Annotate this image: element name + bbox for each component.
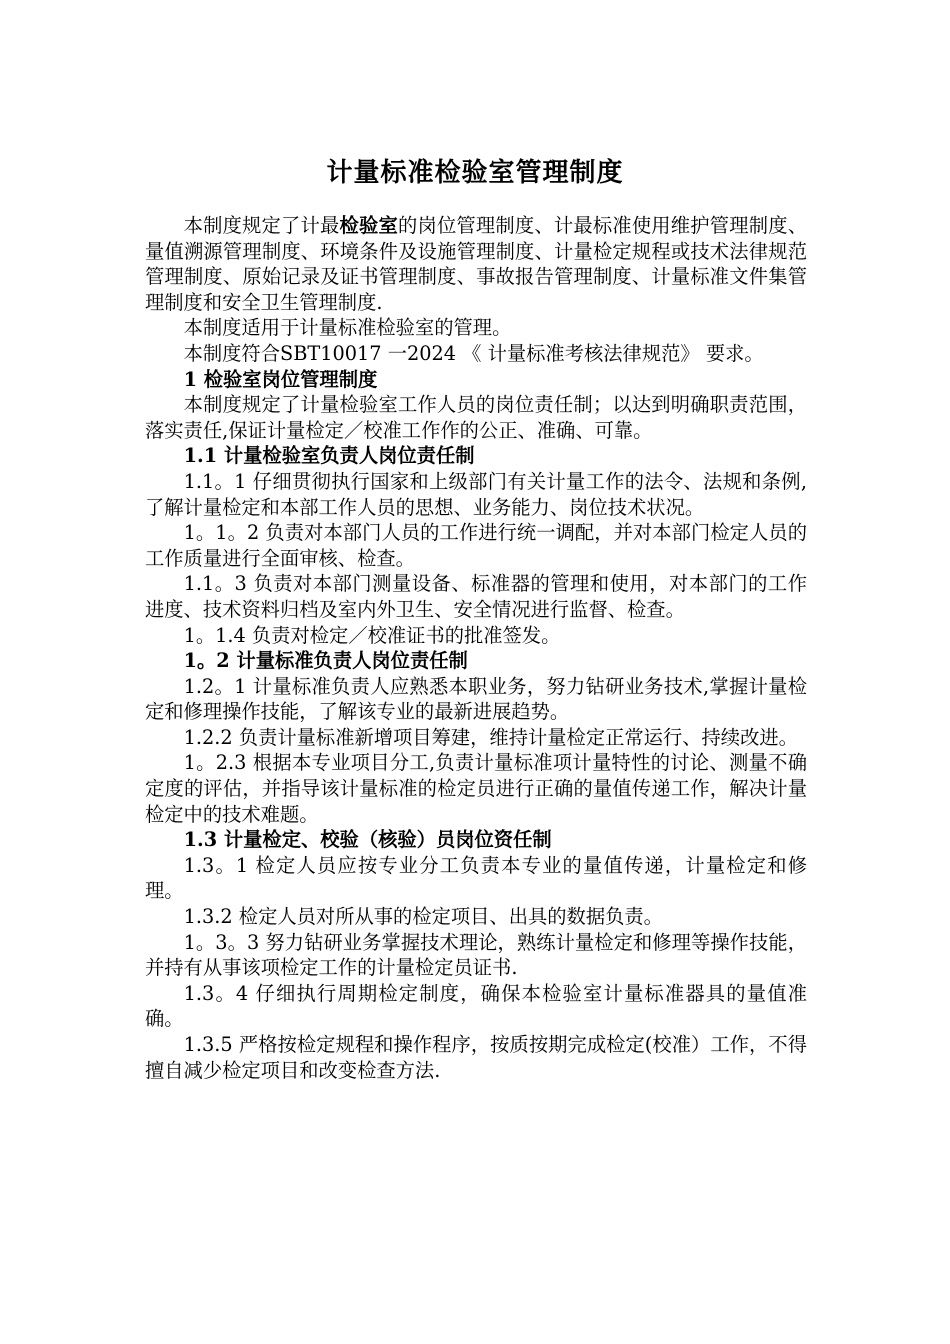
body-paragraph: 1。1。2 负责对本部门人员的工作进行统一调配，并对本部门检定人员的工作质量进行全面审核、检查。 <box>145 521 807 570</box>
intro-part2: 的岗位管理制度、计最标准使用维护管理制度、量值溯源管理制度、环境条件及设施管理制度、计量检定规程或技术法律规范管理制度、原始记录及证书管理制度、事故报告管理制度、计量标准文件集管理制度和安全卫生管理制度. <box>145 214 808 314</box>
body-paragraph: 本制度适用于计量标准检验室的管理。 <box>183 316 512 340</box>
section-heading: 1 检验室岗位管理制度 <box>183 367 378 391</box>
body-paragraph: 1.3。1 检定人员应按专业分工负责本专业的量值传递，计量检定和修理。 <box>145 853 807 903</box>
intro-highlight: 检验室 <box>339 214 398 237</box>
section-heading: 1.1 计量检验室负责人岗位责任制 <box>183 444 475 468</box>
document-title: 计量标准检验室管理制度 <box>326 158 624 188</box>
body-paragraph: 1.1。3 负责对本部门测量设备、标准器的管理和使用，对本部门的工作进度、技术资料归档及室内外卫生、安全情况进行监督、检查。 <box>145 572 807 621</box>
body-paragraph: 1.3.2 检定人员对所从事的检定项目、出具的数据负责。 <box>183 905 663 929</box>
intro-paragraph <box>145 213 807 315</box>
body-paragraph: 本制度符合SBT10017 一2024 《 计量标准考核法律规范》 要求。 <box>183 341 764 365</box>
document-body <box>145 213 807 1083</box>
intro-part1: 本制度规定了计最 <box>183 214 340 237</box>
body-paragraph: 1.2。1 计量标准负责人应熟悉本职业务，努力钻研业务技术,掌握计量检定和修理操作技能，了解该专业的最新进展趋势。 <box>145 674 807 724</box>
body-paragraph: 1.2.2 负责计量标准新增项目筹建，维持计量检定正常运行、持续改进。 <box>183 725 798 749</box>
section-heading: 1。2 计量标准负责人岗位责任制 <box>183 649 468 673</box>
body-paragraph: 1.3。4 仔细执行周期检定制度，确保本检验室计量标准器具的量值准确。 <box>145 981 807 1031</box>
body-paragraph: 1。1.4 负责对检定／校准证书的批准签发。 <box>183 623 561 647</box>
body-paragraph: 1.3.5 严格按检定规程和操作程序，按质按期完成检定(校准）工作，不得擅自减少检定项目和改变检查方法. <box>145 1033 807 1082</box>
body-paragraph: 1。3。3 努力钻研业务掌握技术理论，熟练计量检定和修理等操作技能，并持有从事该项检定工作的计量检定员证书. <box>145 930 807 980</box>
paragraph-list <box>145 315 807 1083</box>
body-paragraph: 1.1。1 仔细贯彻执行国家和上级部门有关计量工作的法令、法规和条例,了解计量检定和本部工作人员的思想、业务能力、岗位技术状况。 <box>145 469 807 519</box>
section-heading: 1.3 计量检定、校验（核验）员岗位资任制 <box>183 828 552 852</box>
body-paragraph: 本制度规定了计量检验室工作人员的岗位责任制；以达到明确职责范围，落实责任,保证计量检定／校准工作作的公正、准确、可靠。 <box>145 393 807 442</box>
body-paragraph: 1。2.3 根据本专业项目分工,负责计量标准项计量特性的讨论、测量不确定度的评估，并指导该计量标准的检定员进行正确的量值传递工作，解决计量检定中的技术难题。 <box>145 751 807 826</box>
